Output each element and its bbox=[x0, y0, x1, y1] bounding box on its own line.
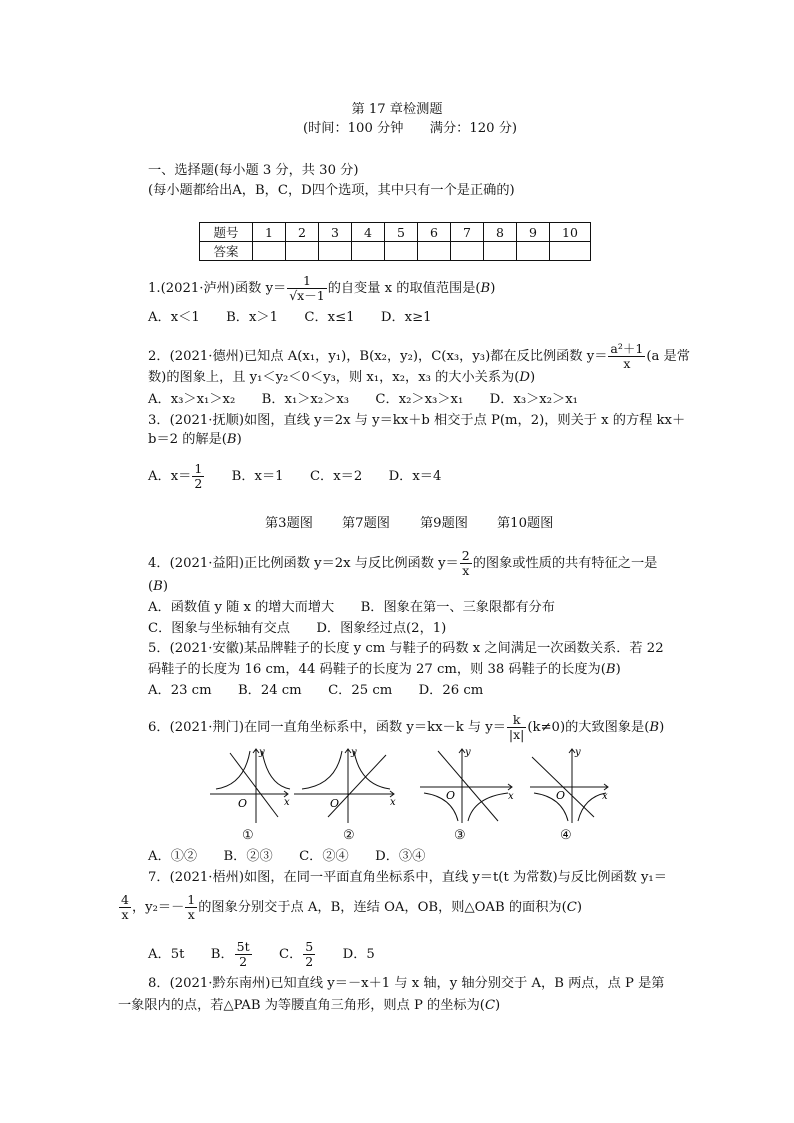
table-cell: 5 bbox=[385, 223, 418, 242]
answer-cell[interactable] bbox=[517, 242, 550, 261]
q4-fraction bbox=[460, 549, 472, 578]
q6-close: ) bbox=[659, 720, 665, 735]
q4-frac-num: 2 bbox=[461, 548, 470, 563]
question-3-options bbox=[148, 462, 441, 491]
q7-answer: C bbox=[566, 900, 577, 915]
q8-close: ) bbox=[495, 998, 501, 1013]
table-cell: 题号 bbox=[200, 223, 253, 242]
question-7-options bbox=[148, 940, 375, 969]
q2-fraction bbox=[608, 342, 645, 371]
q2-line2: 数)的图象上，且 y₁＜y₂＜0＜y₃，则 x₁，x₂，x₃ 的大小关系为( bbox=[148, 370, 520, 385]
fig9-caption: 第9题图 bbox=[420, 516, 468, 531]
q2-frac-den: x bbox=[623, 356, 631, 371]
q1-fraction bbox=[287, 274, 326, 303]
q3-optA-pre: A．x＝ bbox=[148, 469, 192, 484]
fig7-caption: 第7题图 bbox=[342, 516, 390, 531]
fig10-caption: 第10题图 bbox=[497, 516, 554, 531]
q6-frac-num: k bbox=[507, 713, 526, 728]
question-5-stem-line2 bbox=[148, 661, 621, 679]
q7-close: ) bbox=[576, 900, 582, 915]
q7-optD: D．5 bbox=[316, 947, 375, 962]
table-cell: 7 bbox=[451, 223, 484, 242]
q4-text-post: 的图象或性质的共有特征之一是 bbox=[472, 556, 658, 571]
q4-frac-den: x bbox=[462, 563, 470, 578]
q4-open: ( bbox=[148, 579, 154, 594]
question-4-options-ab: A．函数值 y 随 x 的增大而增大 B．图象在第一、三象限都有分布 bbox=[148, 600, 555, 615]
graph-1-label: ① bbox=[242, 828, 254, 843]
table-cell: 3 bbox=[319, 223, 352, 242]
q5-answer: B bbox=[605, 662, 616, 677]
q7-post: 的图象分别交于点 A，B，连结 OA，OB，则△OAB 的面积为( bbox=[198, 900, 567, 915]
graph-4-label: ④ bbox=[560, 828, 572, 843]
q6-answer: B bbox=[649, 720, 660, 735]
question-7-stem: 7．(2021·梧州)如图，在同一平面直角坐标系中，直线 y＝t(t 为常数)与反比例函数 y₁＝ bbox=[148, 870, 667, 885]
q6-text-post: (k≠0)的大致图象是( bbox=[527, 720, 650, 735]
fig3-caption: 第3题图 bbox=[265, 516, 313, 531]
answer-cell[interactable] bbox=[550, 242, 591, 261]
q1-text-pre: 1.(2021·泸州)函数 y＝ bbox=[148, 281, 287, 296]
graph-4-y: y bbox=[575, 747, 581, 758]
answer-cell[interactable] bbox=[418, 242, 451, 261]
q6-fraction bbox=[507, 713, 526, 742]
answer-cell[interactable] bbox=[484, 242, 517, 261]
graph-2-origin: O bbox=[330, 797, 340, 810]
question-7-stem-line2 bbox=[118, 893, 582, 922]
table-cell: 8 bbox=[484, 223, 517, 242]
q8-answer: C bbox=[484, 998, 496, 1013]
q7-frac2 bbox=[185, 893, 197, 922]
q4-text-pre: 4．(2021·益阳)正比例函数 y＝2x 与反比例函数 y＝ bbox=[148, 556, 459, 571]
q7-f1-num: 4 bbox=[121, 892, 129, 907]
section-instruction: (每小题都给出A，B，C，D四个选项，其中只有一个是正确的) bbox=[148, 183, 515, 198]
question-2-stem-line2 bbox=[148, 369, 535, 387]
table-cell: 2 bbox=[286, 223, 319, 242]
q7-optB-num: 5t bbox=[236, 939, 250, 954]
graph-3-y: y bbox=[465, 747, 471, 758]
question-6-options: A．①② B．②③ C．②④ D．③④ bbox=[148, 849, 426, 864]
graph-4-origin: O bbox=[556, 789, 566, 802]
q1-close: ) bbox=[490, 281, 496, 296]
answer-cell[interactable] bbox=[451, 242, 484, 261]
q4-close: ) bbox=[162, 579, 169, 594]
graph-4 bbox=[528, 745, 612, 825]
table-cell: 10 bbox=[550, 223, 591, 242]
answer-cell[interactable] bbox=[385, 242, 418, 261]
question-2-options: A．x₃＞x₁＞x₂ B．x₁＞x₂＞x₃ C．x₂＞x₃＞x₁ D．x₃＞x₂＞x₁ bbox=[148, 392, 578, 407]
q2-text-pre: 2．(2021·德州)已知点 A(x₁，y₁)，B(x₂，y₂)，C(x₃，y₃)都在反比例函数 y＝ bbox=[148, 349, 608, 364]
graph-1-y: y bbox=[259, 747, 265, 758]
q6-frac-den: |x| bbox=[508, 727, 525, 742]
q3-close: ) bbox=[236, 432, 242, 447]
q7-optC-den: 2 bbox=[305, 954, 314, 969]
page-subtitle: (时间：100 分钟 满分：120 分) bbox=[302, 121, 518, 136]
table-cell: 1 bbox=[253, 223, 286, 242]
q1-frac-num: 1 bbox=[287, 274, 326, 289]
table-cell: 4 bbox=[352, 223, 385, 242]
q7-optC-num: 5 bbox=[305, 939, 314, 954]
q3-options-rest: B．x＝1 C．x＝2 D．x＝4 bbox=[205, 469, 442, 484]
q8-line2: 一象限内的点，若△PAB 为等腰直角三角形，则点 P 的坐标为( bbox=[118, 998, 485, 1013]
q7-optC-frac bbox=[303, 940, 315, 969]
answer-table-row-answers bbox=[200, 242, 591, 261]
graph-1-origin: O bbox=[238, 797, 248, 810]
question-3-stem-line2 bbox=[148, 431, 242, 449]
question-3-stem: 3．(2021·抚顺)如图，直线 y＝2x 与 y＝kx＋b 相交于点 P(m，2)，则关于 x 的方程 kx＋ bbox=[148, 413, 686, 428]
q5-close: ) bbox=[615, 662, 621, 677]
question-2-stem bbox=[148, 342, 690, 371]
q4-answer: B bbox=[153, 579, 163, 594]
answer-cell[interactable] bbox=[319, 242, 352, 261]
graph-4-x: x bbox=[602, 791, 608, 802]
q1-text-post: 的自变量 x 的取值范围是( bbox=[327, 281, 481, 296]
table-cell: 6 bbox=[418, 223, 451, 242]
graph-3 bbox=[418, 745, 516, 825]
q1-answer: B bbox=[480, 281, 491, 296]
question-8-stem-line2 bbox=[118, 997, 500, 1015]
question-1-stem bbox=[148, 274, 495, 303]
q7-optA: A．5t B． bbox=[148, 947, 234, 962]
q7-f1-den: x bbox=[121, 907, 129, 922]
table-cell: 9 bbox=[517, 223, 550, 242]
q7-f2-num: 1 bbox=[187, 892, 196, 907]
question-4-stem bbox=[148, 549, 657, 578]
answer-cell[interactable] bbox=[352, 242, 385, 261]
q3-line2: b＝2 的解是( bbox=[148, 432, 227, 447]
page-title: 第 17 章检测题 bbox=[351, 102, 443, 117]
q5-line2: 码鞋子的长度为 16 cm，44 码鞋子的长度为 27 cm，则 38 码鞋子的长度为( bbox=[148, 662, 606, 677]
graph-2 bbox=[290, 745, 400, 825]
answer-cell[interactable] bbox=[253, 242, 286, 261]
question-1-options: A．x＜1 B．x＞1 C．x≤1 D．x≥1 bbox=[148, 310, 432, 325]
graph-1 bbox=[208, 745, 292, 825]
answer-table-row-numbers bbox=[200, 223, 591, 242]
table-cell: 答案 bbox=[200, 242, 253, 261]
graph-1-x: x bbox=[284, 797, 290, 808]
q7-mid: ，y₂＝－ bbox=[131, 900, 185, 915]
q2-frac-num: a²＋1 bbox=[610, 341, 644, 356]
answer-table bbox=[199, 222, 591, 261]
q7-optB-den: 2 bbox=[239, 954, 248, 969]
section-heading: 一、选择题(每小题 3 分，共 30 分) bbox=[148, 163, 359, 178]
graph-2-x: x bbox=[390, 797, 396, 808]
question-4-options-cd: C．图象与坐标轴有交点 D．图象经过点(2，1) bbox=[148, 621, 447, 636]
graph-3-x: x bbox=[508, 791, 514, 802]
question-5-options: A．23 cm B．24 cm C．25 cm D．26 cm bbox=[148, 683, 484, 698]
question-8-stem: 8．(2021·黔东南州)已知直线 y＝－x＋1 与 x 轴，y 轴分别交于 A，B 两点，点 P 是第 bbox=[148, 976, 665, 991]
q3-answer: B bbox=[226, 432, 237, 447]
q7-f2-den: x bbox=[187, 907, 195, 922]
graph-3-label: ③ bbox=[454, 828, 466, 843]
graph-3-origin: O bbox=[446, 789, 456, 802]
q2-text-post: (a 是常 bbox=[646, 349, 690, 364]
q3-optA-den: 2 bbox=[194, 476, 203, 491]
q7-optB-frac bbox=[235, 940, 252, 969]
question-5-stem: 5．(2021·安徽)某品牌鞋子的长度 y cm 与鞋子的码数 x 之间满足一次函数关系．若 22 bbox=[148, 641, 664, 656]
q1-frac-den: √x－1 bbox=[289, 288, 325, 303]
question-6-stem bbox=[148, 713, 664, 742]
q6-text-pre: 6．(2021·荆门)在同一直角坐标系中，函数 y＝kx－k 与 y＝ bbox=[148, 720, 506, 735]
graph-2-label: ② bbox=[343, 828, 355, 843]
answer-cell[interactable] bbox=[286, 242, 319, 261]
q7-frac1 bbox=[119, 893, 131, 922]
graph-2-y: y bbox=[351, 747, 357, 758]
q2-close: ) bbox=[529, 370, 536, 385]
q3-optA-num: 1 bbox=[194, 461, 203, 476]
q3-optA-fraction bbox=[192, 462, 204, 491]
q7-optC-pre: C． bbox=[252, 947, 303, 962]
q2-answer: D bbox=[519, 370, 530, 385]
question-4-stem-line2 bbox=[148, 578, 168, 596]
